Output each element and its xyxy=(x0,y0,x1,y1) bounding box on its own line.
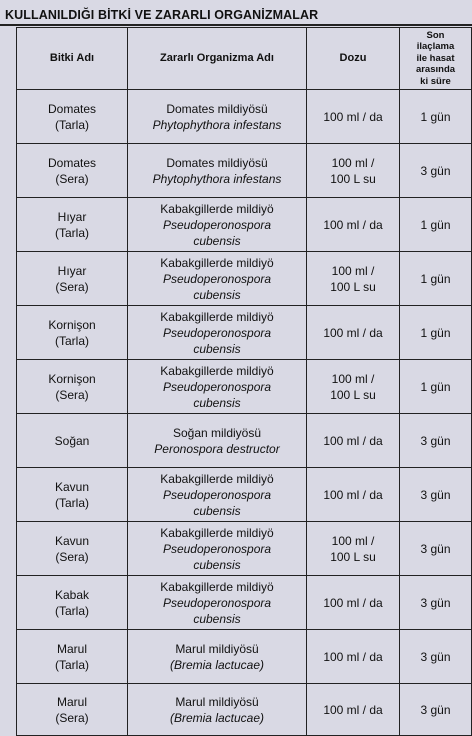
plant-cell xyxy=(17,90,128,144)
interval-cell: 1 gün xyxy=(400,90,472,144)
organism-latin-line: Phytophythora infestans xyxy=(152,117,282,132)
interval-cell: 3 gün xyxy=(400,144,472,198)
plant-cell xyxy=(17,252,128,306)
dose-cell xyxy=(307,144,400,198)
organism-latin-line: Pseudoperonospora xyxy=(162,541,272,556)
dose-line: 100 ml / da xyxy=(323,109,383,124)
plant-name-line: (Tarla) xyxy=(54,657,89,672)
plant-name-line: Domates xyxy=(47,155,97,170)
header-plant: Bitki Adı xyxy=(17,28,128,90)
plant-cell xyxy=(17,522,128,576)
organism-common-name: Kabakgillerde mildiyö xyxy=(160,471,274,486)
header-organism: Zararlı Organizma Adı xyxy=(128,28,307,90)
plant-cell xyxy=(17,198,128,252)
organism-latin-line: Pseudoperonospora xyxy=(162,217,272,232)
organism-latin-line: Pseudoperonospora xyxy=(162,379,272,394)
dose-cell xyxy=(307,360,400,414)
organism-table xyxy=(16,27,472,736)
dose-line: 100 ml / da xyxy=(323,595,383,610)
organism-latin-line: cubensis xyxy=(193,233,241,248)
plant-name-line: (Tarla) xyxy=(54,117,89,132)
dose-line: 100 ml / xyxy=(331,263,375,278)
plant-name-line: (Sera) xyxy=(55,387,89,402)
organism-common-name: Domates mildiyösü xyxy=(166,155,268,170)
organism-latin-name: Bremia lactucae xyxy=(173,657,261,672)
dose-cell xyxy=(307,468,400,522)
plant-name-line: (Tarla) xyxy=(54,225,89,240)
title-underline xyxy=(0,24,472,26)
dose-line: 100 ml / xyxy=(331,533,375,548)
organism-common-name: Kabakgillerde mildiyö xyxy=(160,309,274,324)
organism-latin-line: cubensis xyxy=(193,503,241,518)
organism-latin-line: Peronospora destructor xyxy=(154,441,280,456)
dose-cell xyxy=(307,576,400,630)
dose-line: 100 L su xyxy=(330,387,376,402)
organism-cell xyxy=(128,252,307,306)
organism-cell xyxy=(128,198,307,252)
dose-line: 100 ml / da xyxy=(323,325,383,340)
plant-cell xyxy=(17,360,128,414)
organism-common-name: Kabakgillerde mildiyö xyxy=(160,363,274,378)
interval-cell: 1 gün xyxy=(400,198,472,252)
organism-latin-line: cubensis xyxy=(193,611,241,626)
interval-cell: 3 gün xyxy=(400,630,472,684)
dose-line: 100 ml / da xyxy=(323,702,383,717)
organism-common-name: Domates mildiyösü xyxy=(166,101,268,116)
header-interval-line: ilaçlama xyxy=(416,41,455,53)
header-interval-line: arasında xyxy=(415,64,456,76)
plant-cell xyxy=(17,630,128,684)
header-interval-line: ile hasat xyxy=(416,52,455,64)
dose-cell xyxy=(307,414,400,468)
interval-cell: 1 gün xyxy=(400,306,472,360)
plant-name-line: (Tarla) xyxy=(54,333,89,348)
dose-cell xyxy=(307,90,400,144)
header-interval-line: ki süre xyxy=(420,75,451,87)
dose-line: 100 L su xyxy=(330,171,376,186)
organism-cell xyxy=(128,414,307,468)
organism-cell xyxy=(128,144,307,198)
plant-cell xyxy=(17,684,128,736)
organism-common-name: Soğan mildiyösü xyxy=(172,425,262,440)
organism-latin-line: cubensis xyxy=(193,341,241,356)
plant-name-line: Kornişon xyxy=(48,317,96,332)
dose-cell xyxy=(307,252,400,306)
table-row xyxy=(17,414,472,468)
dose-line: 100 ml / da xyxy=(323,217,383,232)
plant-name-line: Marul xyxy=(56,641,87,656)
organism-latin-line: (Bremia lactucae) xyxy=(169,710,265,725)
interval-cell: 3 gün xyxy=(400,522,472,576)
interval-cell: 3 gün xyxy=(400,468,472,522)
table-body xyxy=(17,90,472,736)
organism-common-name: Kabakgillerde mildiyö xyxy=(160,255,274,270)
plant-cell xyxy=(17,306,128,360)
table-row xyxy=(17,468,472,522)
plant-cell xyxy=(17,468,128,522)
plant-name-line: (Sera) xyxy=(55,549,89,564)
plant-name-line: Marul xyxy=(56,694,87,709)
dose-cell xyxy=(307,684,400,736)
interval-cell: 1 gün xyxy=(400,360,472,414)
plant-name-line: (Sera) xyxy=(55,710,89,725)
organism-latin-line: cubensis xyxy=(193,287,241,302)
table-row xyxy=(17,306,472,360)
organism-latin-line: Pseudoperonospora xyxy=(162,271,272,286)
plant-name-line: (Sera) xyxy=(55,171,89,186)
dose-line: 100 ml / da xyxy=(323,649,383,664)
dose-cell xyxy=(307,630,400,684)
organism-cell xyxy=(128,684,307,736)
plant-cell xyxy=(17,414,128,468)
plant-cell xyxy=(17,576,128,630)
document-title: KULLANILDIĞI BİTKİ VE ZARARLI ORGANİZMALAR xyxy=(5,8,319,22)
organism-cell xyxy=(128,576,307,630)
organism-common-name: Marul mildiyösü xyxy=(175,694,259,709)
plant-name-line: (Tarla) xyxy=(54,603,89,618)
organism-cell xyxy=(128,90,307,144)
plant-name-line: Domates xyxy=(47,101,97,116)
header-interval xyxy=(400,28,472,90)
organism-latin-line: cubensis xyxy=(193,395,241,410)
organism-cell xyxy=(128,306,307,360)
table-row xyxy=(17,684,472,736)
plant-name-line: Hıyar xyxy=(57,209,87,224)
plant-name-line: Hıyar xyxy=(57,263,87,278)
table-row xyxy=(17,522,472,576)
organism-latin-line: Pseudoperonospora xyxy=(162,487,272,502)
plant-name-line: Kavun xyxy=(54,533,90,548)
table-row xyxy=(17,576,472,630)
plant-name-line: (Tarla) xyxy=(54,495,89,510)
organism-latin-line: Phytophythora infestans xyxy=(152,171,282,186)
organism-latin-name: Bremia lactucae xyxy=(173,710,261,725)
organism-latin-line: Pseudoperonospora xyxy=(162,325,272,340)
plant-name-line: Kornişon xyxy=(48,371,96,386)
table-row xyxy=(17,252,472,306)
organism-common-name: Marul mildiyösü xyxy=(175,641,259,656)
table-row xyxy=(17,90,472,144)
plant-name-line: Kavun xyxy=(54,479,90,494)
dose-cell xyxy=(307,306,400,360)
organism-cell xyxy=(128,468,307,522)
organism-common-name: Kabakgillerde mildiyö xyxy=(160,201,274,216)
table-row xyxy=(17,630,472,684)
plant-name-line: (Sera) xyxy=(55,279,89,294)
organism-latin-line: Pseudoperonospora xyxy=(162,595,272,610)
organism-common-name: Kabakgillerde mildiyö xyxy=(160,525,274,540)
dose-line: 100 ml / xyxy=(331,155,375,170)
header-interval-line: Son xyxy=(426,29,445,41)
dose-line: 100 ml / xyxy=(331,371,375,386)
organism-latin-line: (Bremia lactucae) xyxy=(169,657,265,672)
plant-name-line: Kabak xyxy=(54,587,90,602)
dose-line: 100 L su xyxy=(330,279,376,294)
interval-cell: 3 gün xyxy=(400,576,472,630)
table-header-row xyxy=(17,28,472,90)
organism-cell xyxy=(128,522,307,576)
header-dose: Dozu xyxy=(307,28,400,90)
table-row xyxy=(17,198,472,252)
interval-cell: 3 gün xyxy=(400,684,472,736)
interval-cell: 3 gün xyxy=(400,414,472,468)
table-row xyxy=(17,144,472,198)
dose-line: 100 L su xyxy=(330,549,376,564)
dose-line: 100 ml / da xyxy=(323,487,383,502)
interval-cell: 1 gün xyxy=(400,252,472,306)
dose-cell xyxy=(307,198,400,252)
organism-common-name: Kabakgillerde mildiyö xyxy=(160,579,274,594)
dose-line: 100 ml / da xyxy=(323,433,383,448)
organism-latin-line: cubensis xyxy=(193,557,241,572)
table-row xyxy=(17,360,472,414)
dose-cell xyxy=(307,522,400,576)
plant-cell xyxy=(17,144,128,198)
organism-cell xyxy=(128,360,307,414)
organism-cell xyxy=(128,630,307,684)
plant-name-line: Soğan xyxy=(54,433,90,448)
